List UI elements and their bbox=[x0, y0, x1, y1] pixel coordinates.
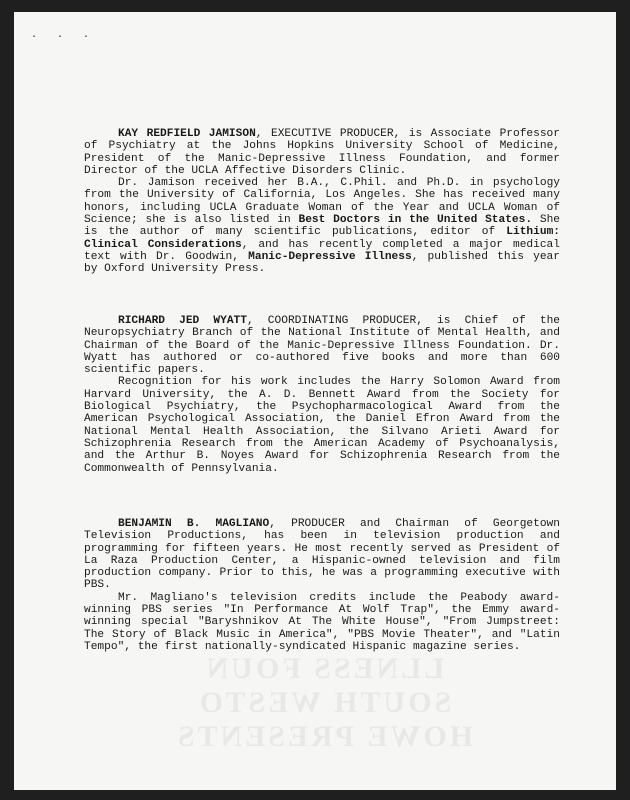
bio-paragraph: RICHARD JED WYATT, COORDINATING PRODUCER, is Chief of the Neuropsychiatry Branch of the National Institute of Mental Health, and Chairman of the Board of the Manic-Depressive Illness Foundation. Dr. Wyatt has authored or co-authored five books and more than 600 scientific papers. bbox=[84, 315, 560, 377]
bio-name: BENJAMIN B. MAGLIANO bbox=[118, 518, 270, 530]
bio-name: KAY REDFIELD JAMISON bbox=[118, 128, 256, 140]
bio-paragraph: Recognition for his work includes the Harry Solomon Award from Harvard University, the A. D. Bennett Award from the Society for Biological Psychiatry, the Psychopharmacological Award from the American Psychological Association, the Daniel Efron Award from the National Mental Health Association, the Silvano Arieti Award for Schizophrenia Research from the American Academy of Psychoanalysis, and the Arthur B. Noyes Award for Schizophrenia Research from the Commonwealth of Pennsylvania. bbox=[84, 376, 560, 475]
bold-title: Lithium: Clinical Considerations bbox=[84, 226, 560, 251]
bio-jamison bbox=[84, 128, 560, 276]
bio-paragraph: Dr. Jamison received her B.A., C.Phil. and Ph.D. in psychology from the University of California, Los Angeles. She has received many honors, including UCLA Graduate Woman of the Year and UCLA Woman of Science; she is also listed in Best Doctors in the United States. She is the author of many scientific publications, editor of Lithium: Clinical Considerations, and has recently completed a major medical text with Dr. Goodwin, Manic-Depressive Illness, published this year by Oxford University Press. bbox=[84, 177, 560, 276]
bio-name: RICHARD JED WYATT bbox=[118, 315, 247, 327]
corner-marks: · · · bbox=[31, 32, 97, 43]
document-page bbox=[14, 12, 616, 790]
bleed-through-watermark: LLNESS FOUN SOUTH WESTO HOWE PRESENTS bbox=[174, 652, 474, 753]
bold-title: Manic-Depressive Illness bbox=[248, 250, 412, 263]
bio-paragraph: KAY REDFIELD JAMISON, EXECUTIVE PRODUCER, is Associate Professor of Psychiatry at the Johns Hopkins University School of Medicine, President of the Manic-Depressive Illness Foundation, and former Director of the UCLA Affective Disorders Clinic. bbox=[84, 128, 560, 177]
bio-wyatt bbox=[84, 315, 560, 475]
bio-paragraph: Mr. Magliano's television credits include the Peabody award-winning PBS series "In Performance At Wolf Trap", the Emmy award-winning special "Baryshnikov At The White House", "From Jumpstreet: The Story of Black Music in America", "PBS Movie Theater", and "Latin Tempo", the first nationally-syndicated Hispanic magazine series. bbox=[84, 591, 560, 653]
bio-paragraph: BENJAMIN B. MAGLIANO, PRODUCER and Chairman of Georgetown Television Productions, has been in television production and programming for fifteen years. He most recently served as President of La Raza Production Center, a Hispanic-owned television and film production company. Prior to this, he was a programming executive with PBS. bbox=[84, 518, 560, 592]
bio-magliano bbox=[84, 518, 560, 653]
bold-title: Best Doctors in the United States. bbox=[298, 214, 533, 227]
